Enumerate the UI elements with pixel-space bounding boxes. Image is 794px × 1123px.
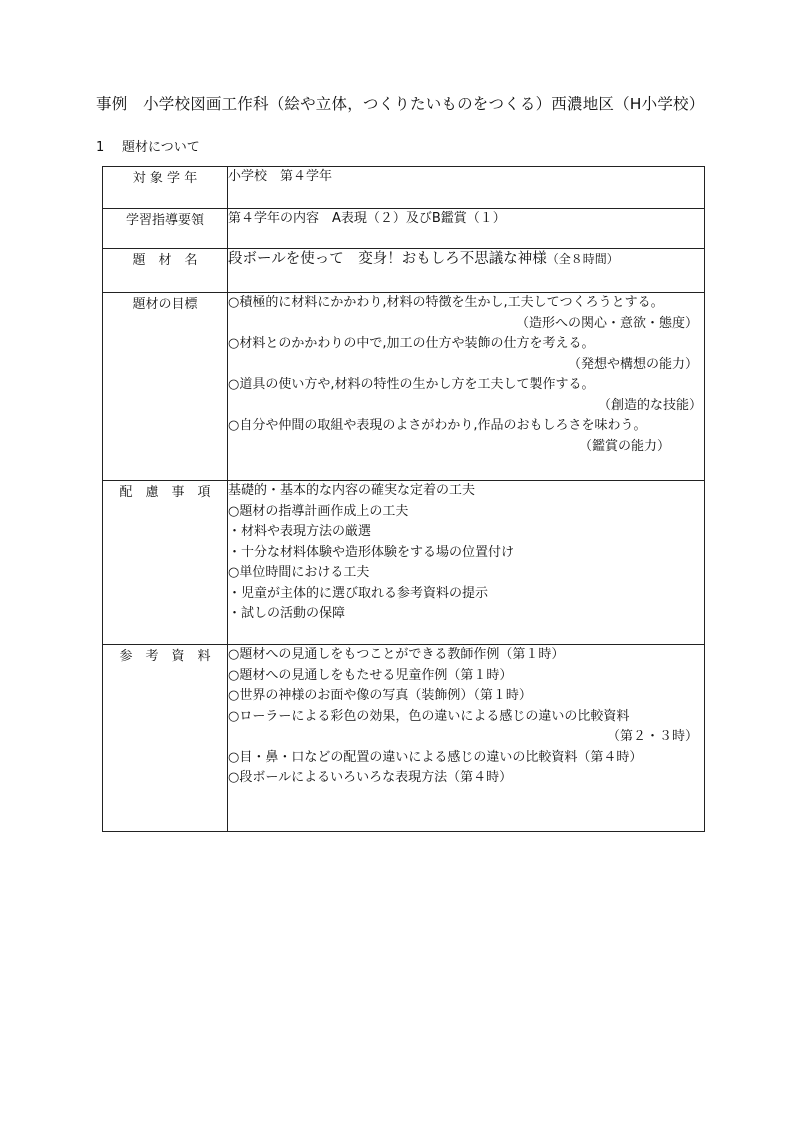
row-label-target-grade: 対 象 学 年	[132, 171, 198, 186]
subject-name-duration: （全８時間）	[546, 252, 619, 266]
reference-item: ○段ボールによるいろいろな表現方法（第４時）	[228, 770, 513, 785]
consideration-item: ・児童が主体的に選び取れる参考資料の提示	[228, 585, 489, 601]
reference-session: （第２・３時）	[606, 729, 698, 744]
consideration-item: 基礎的・基本的な内容の確実な定着の工夫	[228, 483, 476, 498]
reference-item: ○ローラーによる彩色の効果，色の違いによる感じの違いの比較資料	[228, 708, 630, 724]
goal-category: （創造的な技能）	[597, 397, 702, 413]
curriculum-value: 第４学年の内容 A表現（２）及びB鑑賞（１）	[228, 211, 506, 226]
reference-item: ○題材への見通しをもたせる児童作例（第１時）	[228, 667, 513, 683]
goal-category: （造形への関心・意欲・態度）	[515, 315, 698, 331]
table-row-target-grade	[103, 167, 705, 209]
reference-item: ○題材への見通しをもつことができる教師作例（第１時）	[228, 647, 565, 662]
table-row-references	[103, 645, 705, 832]
consideration-item: ・試しの活動の保障	[228, 606, 346, 621]
consideration-item: ・十分な材料体験や造形体験をする場の位置付け	[228, 544, 515, 560]
goal-item: ○自分や仲間の取組や表現のよさがわかり,作品のおもしろさを味わう。	[228, 418, 647, 433]
consideration-item: ○単位時間における工夫	[228, 565, 370, 580]
goal-item: ○道具の使い方や,材料の特性の生かし方を工夫して製作する。	[228, 377, 595, 392]
row-label-goals: 題材の目標	[132, 297, 198, 312]
table-row-goals	[103, 293, 705, 481]
document-title: 事例 小学校図画工作科（絵や立体，つくりたいものをつくる）西濃地区（H小学校）	[96, 95, 705, 113]
reference-item: ○目・鼻・口などの配置の違いによる感じの違いの比較資料（第４時）	[228, 749, 643, 765]
section-title: 題材について	[122, 140, 200, 155]
goal-category: （鑑賞の能力）	[578, 438, 670, 454]
table-row-subject-name	[103, 249, 705, 293]
table-row-considerations	[103, 481, 705, 645]
consideration-item: ・材料や表現方法の厳選	[228, 524, 372, 539]
row-label-curriculum: 学習指導要領	[125, 213, 204, 228]
goal-item: ○積極的に材料にかかわり,材料の特徴を生かし,工夫してつくろうとする。	[228, 295, 664, 310]
section-number: 1	[96, 140, 105, 155]
subject-name-value: 段ボールを使って 変身！おもしろ不思議な神様	[228, 251, 547, 267]
row-label-subject-name: 題 材 名	[132, 253, 198, 268]
goal-item: ○材料とのかかわりの中で,加工の仕方や装飾の仕方を考える。	[228, 336, 595, 351]
reference-item: ○世界の神様のお面や像の写真（装飾例）（第１時）	[228, 688, 532, 703]
subject-info-table	[102, 166, 705, 832]
consideration-item: ○題材の指導計画作成上の工夫	[228, 503, 409, 519]
section-heading	[96, 136, 200, 155]
target-grade-value: 小学校 第４学年	[228, 169, 333, 184]
row-label-references: 参 考 資 料	[119, 649, 211, 664]
goal-category: （発想や構想の能力）	[567, 356, 698, 372]
table-row-curriculum	[103, 209, 705, 249]
row-label-considerations: 配 慮 事 項	[119, 485, 211, 500]
